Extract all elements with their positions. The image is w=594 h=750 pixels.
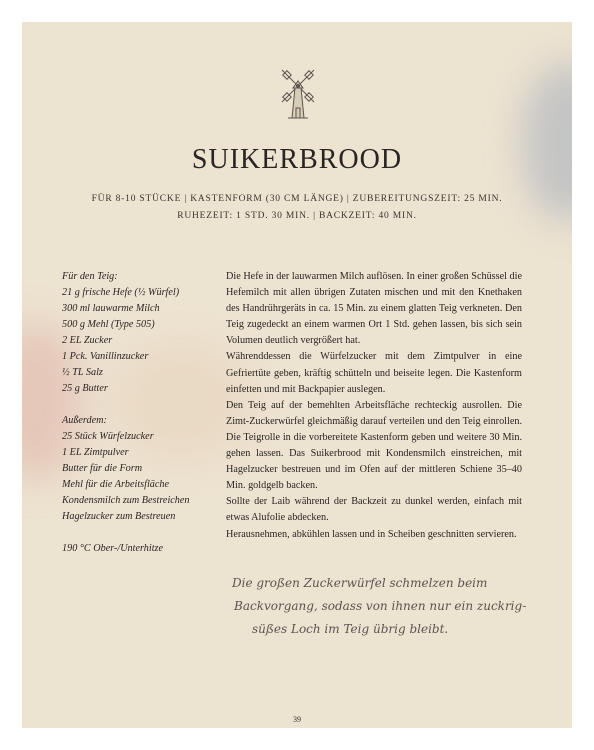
recipe-meta-line-2: RUHEZEIT: 1 STD. 30 MIN. | BACKZEIT: 40 MIN. bbox=[177, 211, 417, 221]
instruction-paragraph: Sollte der Laib während der Backzeit zu dunkel werden, einfach mit etwas Alufolie abdecken. bbox=[226, 496, 522, 524]
ingredient-item: 1 Pck. Vanillinzucker bbox=[62, 351, 149, 362]
instruction-paragraph: Herausnehmen, abkühlen lassen und in Scheiben geschnitten servieren. bbox=[226, 528, 517, 540]
oven-temperature: 190 °C Ober-/Unterhitze bbox=[62, 543, 164, 554]
handwritten-note-line: Backvorgang, sodass von ihnen nur ein zuckrig- bbox=[234, 599, 527, 613]
ingredients-list bbox=[62, 269, 232, 557]
handwritten-note bbox=[212, 576, 527, 645]
handwritten-note-line: süßes Loch im Teig übrig bleibt. bbox=[252, 622, 449, 636]
instruction-paragraph: Währenddessen die Würfelzucker mit dem Zimtpulver in eine Gefriertüte geben, kräftig schütteln und beiseite legen. Die Kastenform einfetten und mit Backpapier auslegen. bbox=[226, 351, 522, 395]
instructions-text bbox=[226, 269, 522, 543]
ingredient-item: Butter für die Form bbox=[62, 463, 143, 474]
ingredient-item: Kondensmilch zum Bestreichen bbox=[62, 495, 190, 506]
ingredient-item: 1 EL Zimtpulver bbox=[62, 447, 129, 458]
ingredient-item: 25 Stück Würfelzucker bbox=[62, 431, 154, 442]
ingredient-item: 21 g frische Hefe (½ Würfel) bbox=[62, 287, 180, 298]
handwritten-note-line: Die großen Zuckerwürfel schmelzen beim bbox=[232, 576, 488, 590]
ingredient-item: 25 g Butter bbox=[62, 383, 108, 394]
instruction-paragraph: Den Teig auf der bemehlten Arbeitsfläche rechteckig ausrollen. Die Zimt-Zuckerwürfel gleichmäßig darauf verteilen und den Teig einrollen. Die Teigrolle in die vorbereitete Kastenform geben und weitere 30 Min. gehen lassen. Das Suikerbrood mit Kondensmilch einstreichen, mit Hagelzucker bestreuen und im Ofen auf der mittleren Schiene 35–40 Min. goldgelb backen. bbox=[226, 399, 522, 492]
page-number: 39 bbox=[293, 715, 301, 724]
ingredient-item: ½ TL Salz bbox=[62, 367, 103, 378]
windmill-icon bbox=[278, 66, 318, 120]
recipe-page bbox=[22, 22, 572, 728]
ingredients-heading-dough: Für den Teig: bbox=[62, 271, 118, 282]
recipe-title: SUIKERBROOD bbox=[191, 144, 403, 175]
ingredient-item: Hagelzucker zum Bestreuen bbox=[62, 511, 176, 522]
recipe-meta-line-1: FÜR 8-10 STÜCKE | KASTENFORM (30 CM LÄNGE) | ZUBEREITUNGSZEIT: 25 MIN. bbox=[91, 194, 503, 204]
ingredient-item: 2 EL Zucker bbox=[62, 335, 113, 346]
ingredient-item: Mehl für die Arbeitsfläche bbox=[62, 479, 170, 490]
ingredients-heading-extra: Außerdem: bbox=[62, 415, 107, 426]
ingredient-item: 500 g Mehl (Type 505) bbox=[62, 319, 155, 330]
ingredient-item: 300 ml lauwarme Milch bbox=[62, 303, 160, 314]
instruction-paragraph: Die Hefe in der lauwarmen Milch auflösen. In einer großen Schüssel die Hefemilch mit allen übrigen Zutaten mischen und mit den Knethaken des Handrührgeräts in ca. 15 Min. zu einem glatten Teig verkneten. Den Teig zugedeckt an einem warmen Ort 1 Std. gehen lassen, bis sich sein Volumen deutlich vergrößert hat. bbox=[226, 271, 522, 347]
